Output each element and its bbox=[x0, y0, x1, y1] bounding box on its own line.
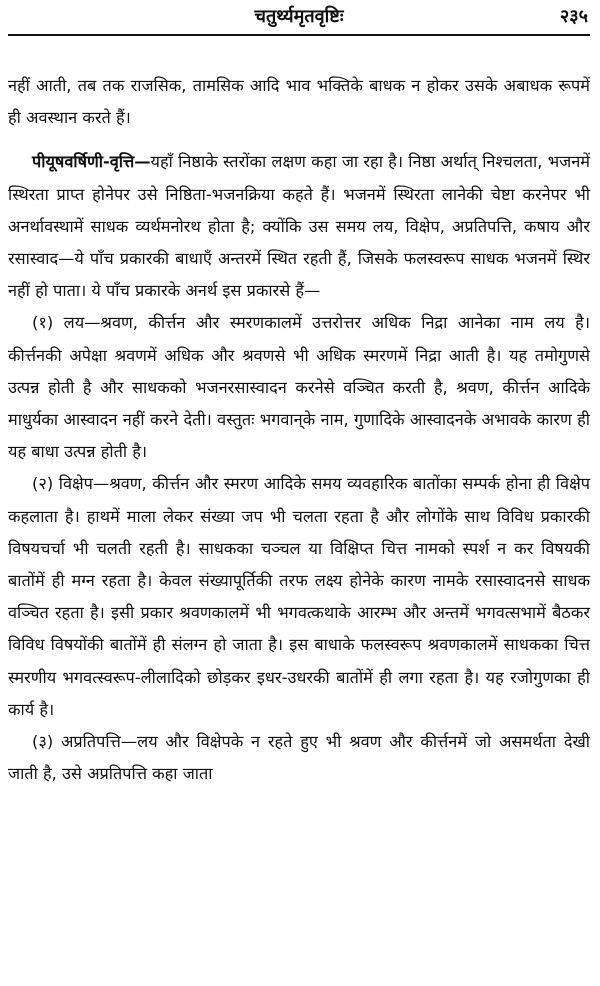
paragraph-commentary bbox=[8, 146, 590, 307]
paragraph-apratipatti: (३) अप्रतिपत्ति—लय और विक्षेपके न रहते हुए भी श्रवण और कीर्त्तनमें जो असमर्थता देखी जाती है, उसे अप्रतिपत्ति कहा जाता bbox=[8, 732, 590, 784]
commentary-heading: पीयूषवर्षिणी-वृत्ति— bbox=[32, 152, 151, 172]
body-text bbox=[8, 70, 590, 790]
paragraph-vikshepa: (२) विक्षेप—श्रवण, कीर्त्तन और स्मरण आदिके समय व्यवहारिक बातोंका सम्पर्क होना ही विक्षेप कहलाता है। हाथमें माला लेकर संख्या जप भी चलता रहता है और लोगोंके साथ विविध प्रकारकी विषयचर्चा भी चलती रहती है। साधकका चञ्चल या विक्षिप्त चित्त नामको स्पर्श न कर विषयकी बातोंमें ही मग्न रहता है। केवल संख्यापूर्तिकी तरफ लक्ष्य होनेके कारण नामके रसास्वादनसे साधक वञ्चित रहता है। इसी प्रकार श्रवणकालमें भी भगवत्कथाके आरम्भ और अन्तमें भगवत्सभामें बैठकर विविध विषयोंकी बातोंमें ही संलग्न हो जाता है। इस बाधाके फलस्वरूप श्रवणकालमें साधकका चित्त स्मरणीय भगवत्स्वरूप-लीलादिको छोड़कर इधर-उधरकी बातोंमें ही लगा रहता है। यह रजोगुणका ही कार्य है। bbox=[8, 474, 590, 719]
page-header bbox=[8, 4, 590, 36]
page-number: २३५ bbox=[559, 6, 588, 27]
commentary-text: यहाँ निष्ठाके स्तरोंका लक्षण कहा जा रहा है। निष्ठा अर्थात् निश्चलता, भजनमें स्थिरता प्राप्त होनेपर उसे निष्ठिता-भजनक्रिया कहते हैं। भजनमें स्थिरता लानेकी चेष्टा करनेपर भी अनर्थावस्थामें साधक व्यर्थमनोरथ होता है; क्योंकि उस समय लय, विक्षेप, अप्रतिपत्ति, कषाय और रसास्वाद—ये पाँच प्रकारकी बाधाएँ अन्तरमें स्थित रहती हैं, जिसके फलस्वरूप साधक भजनमें स्थिर नहीं हो पाता। ये पाँच प्रकारके अनर्थ इस प्रकारसे हैं— bbox=[8, 152, 590, 301]
paragraph-continuation: नहीं आती, तब तक राजसिक, तामसिक आदि भाव भक्तिके बाधक न होकर उसके अबाधक रूपमें ही अवस्थान करते हैं। bbox=[8, 76, 590, 128]
running-title: चतुर्थ्यमृतवृष्टिः bbox=[254, 6, 344, 27]
paragraph-laya: (१) लय—श्रवण, कीर्त्तन और स्मरणकालमें उत्तरोत्तर अधिक निद्रा आनेका नाम लय है। कीर्त्तनकी अपेक्षा श्रवणमें अधिक और श्रवणसे भी अधिक स्मरणमें निद्रा आती है। यह तमोगुणसे उत्पन्न होती है और साधकको भजनरसास्वादन करनेसे वञ्चित करती है, श्रवण, कीर्त्तन आदिके माधुर्यका आस्वादन नहीं करने देती। वस्तुतः भगवान्‌के नाम, गुणादिके आस्वादनके अभावके कारण ही यह बाधा उत्पन्न होती है। bbox=[8, 313, 590, 462]
